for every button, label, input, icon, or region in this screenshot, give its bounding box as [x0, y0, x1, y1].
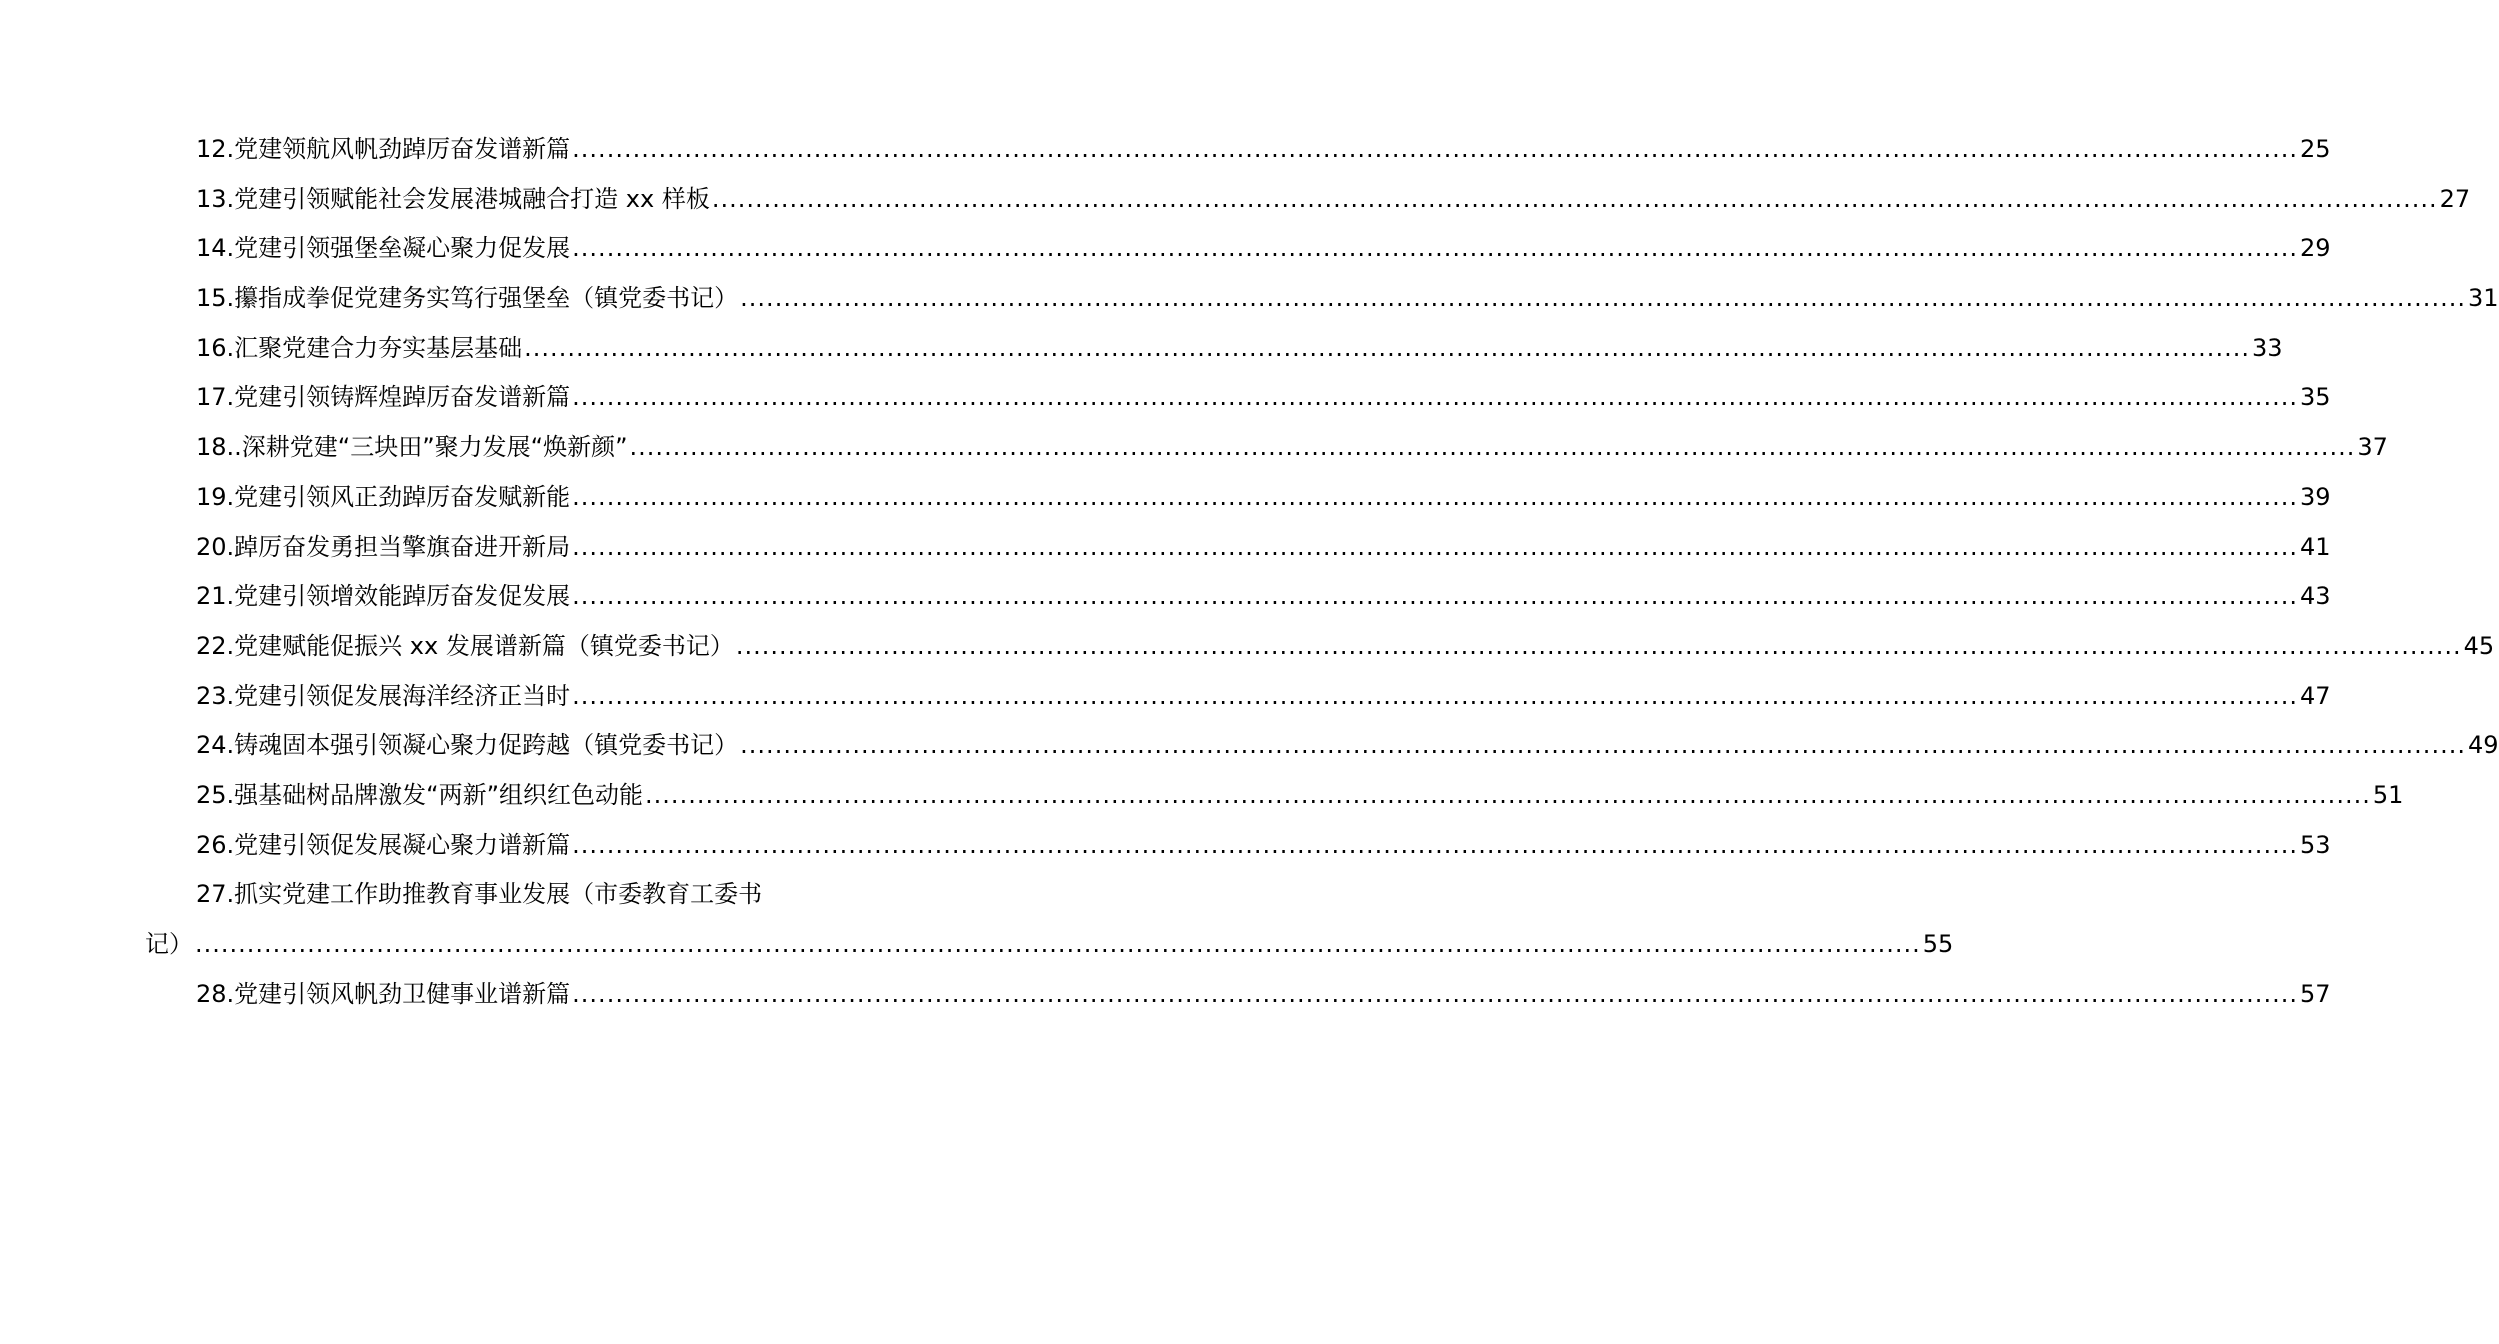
toc-entry-number: 14. [196, 234, 235, 263]
dot-leader: ........................................................................................................................................................................................................ [711, 184, 2438, 213]
toc-entry-title-continuation: 记） [145, 930, 193, 958]
toc-entry-title [196, 324, 522, 374]
toc-entry-number: 27. [196, 880, 235, 909]
toc-entry-page-number: 51 [2372, 780, 2404, 809]
toc-entry-page-number: 43 [2299, 582, 2331, 611]
toc-entry-title [196, 622, 734, 672]
toc-entry-title [196, 523, 570, 573]
toc-entry-title [196, 721, 738, 771]
toc-entry[interactable] [145, 672, 2331, 722]
toc-entry-title-text: 汇聚党建合力夯实基层基础 [234, 333, 523, 362]
toc-entry-title-text: 强基础树品牌激发“两新”组织红色动能 [234, 780, 644, 809]
toc-entry-number: 16. [196, 333, 235, 362]
toc-entry[interactable] [145, 721, 2499, 771]
toc-entry-title [196, 572, 570, 622]
toc-entry[interactable] [145, 224, 2331, 274]
toc-entry-title [196, 274, 738, 324]
toc-entry-number: 23. [196, 681, 235, 710]
dot-leader: ........................................................................................................................................................................................................ [572, 135, 2298, 163]
toc-entry-title-text: 党建引领强堡垒凝心聚力促发展 [234, 234, 571, 263]
toc-entry-title [196, 224, 570, 274]
toc-entry-page-number: 53 [2299, 830, 2331, 859]
toc-entry-page-number: 39 [2299, 482, 2331, 511]
toc-entry-page-number: 27 [2439, 184, 2471, 213]
toc-entry[interactable] [145, 125, 2331, 175]
toc-entry-page-number: 45 [2463, 631, 2495, 660]
toc-entry-title-text: 党建赋能促振兴 xx 发展谱新篇（镇党委书记） [234, 631, 734, 660]
toc-entry-page-number: 57 [2299, 979, 2331, 1008]
toc-entry-page-number: 47 [2299, 681, 2331, 710]
toc-entry-number: 19. [196, 482, 235, 511]
toc-entry-number: 12. [196, 135, 235, 163]
toc-entry-number: 20. [196, 532, 235, 561]
toc-entry-title [196, 473, 570, 523]
toc-entry-title [196, 672, 570, 722]
dot-leader: ........................................................................................................................................................................................................ [740, 284, 2466, 313]
dot-leader: ........................................................................................................................................................................................................ [572, 532, 2298, 561]
toc-entry-title [196, 771, 643, 821]
toc-entry[interactable] [145, 274, 2499, 324]
toc-entry-page-number: 49 [2467, 731, 2499, 760]
toc-entry-number: 24. [196, 731, 235, 760]
toc-entry[interactable] [145, 523, 2331, 573]
dot-leader: ........................................................................................................................................................................................................ [572, 582, 2298, 611]
toc-entry-number: 21. [196, 582, 235, 611]
dot-leader: ........................................................................................................................................................................................................ [740, 731, 2466, 760]
toc-entry-title-text: 党建引领促发展凝心聚力谱新篇 [234, 830, 571, 859]
toc-entry-title-text: 党建引领赋能社会发展港城融合打造 xx 样板 [234, 184, 710, 213]
toc-entry-number: 18. [196, 433, 235, 462]
toc-entry-title-text: 党建引领风正劲踔厉奋发赋新能 [234, 482, 571, 511]
toc-entry[interactable] [145, 473, 2331, 523]
dot-leader: ........................................................................................................................................................................................................ [572, 482, 2298, 511]
toc-entry[interactable] [145, 572, 2331, 622]
toc-entry-page-number: 35 [2299, 383, 2331, 412]
toc-entry[interactable] [145, 373, 2331, 423]
toc-entry[interactable] [145, 870, 1954, 969]
toc-entry-page-number: 25 [2299, 135, 2331, 163]
toc-entry[interactable] [145, 324, 2283, 374]
toc-entry-number: 28. [196, 979, 235, 1008]
toc-entry[interactable] [145, 622, 2495, 672]
dot-leader: ........................................................................................................................................................................................................ [629, 433, 2356, 462]
dot-leader: ........................................................................................................................................................................................................ [572, 681, 2298, 710]
dot-leader: ........................................................................................................................................................................................................ [572, 234, 2298, 263]
toc-entry-title [196, 423, 628, 473]
toc-entry-number: 13. [196, 184, 235, 213]
table-of-contents [145, 125, 2499, 1019]
toc-entry-title-text: 抓实党建工作助推教育事业发展（市委教育工委书 [234, 880, 763, 909]
toc-entry-number: 15. [196, 284, 235, 313]
toc-entry-number: 26. [196, 830, 235, 859]
toc-entry-title-text: 党建引领铸辉煌踔厉奋发谱新篇 [234, 383, 571, 412]
toc-entry-title-text: 党建领航风帆劲踔厉奋发谱新篇 [234, 135, 571, 163]
toc-entry-page-number: 29 [2299, 234, 2331, 263]
toc-entry-number: 25. [196, 780, 235, 809]
toc-entry-title-text: .深耕党建“三块田”聚力发展“焕新颜” [234, 433, 628, 462]
toc-entry-title [196, 970, 570, 1020]
toc-entry-page-number: 33 [2251, 333, 2283, 362]
toc-entry-page-number: 31 [2467, 284, 2499, 313]
toc-entry-number: 17. [196, 383, 235, 412]
dot-leader: ........................................................................................................................................................................................................ [572, 830, 2298, 859]
dot-leader: ........................................................................................................................................................................................................ [735, 631, 2462, 660]
toc-entry[interactable] [145, 970, 2331, 1020]
toc-entry-title [196, 373, 570, 423]
dot-leader: ........................................................................................................................................................................................................ [572, 979, 2298, 1008]
dot-leader: ........................................................................................................................................................................................................ [645, 780, 2371, 809]
toc-entry-page-number: 37 [2357, 433, 2388, 462]
toc-entry-title [196, 125, 570, 175]
toc-entry-title-text: 踔厉奋发勇担当擎旗奋进开新局 [234, 532, 571, 561]
toc-entry-title-text: 攥指成拳促党建务实笃行强堡垒（镇党委书记） [234, 284, 739, 313]
dot-leader: ........................................................................................................................................................................................................ [524, 333, 2250, 362]
toc-entry-title-text: 党建引领增效能踔厉奋发促发展 [234, 582, 571, 611]
toc-entry-title-text: 党建引领促发展海洋经济正当时 [234, 681, 571, 710]
toc-entry-title [196, 175, 710, 225]
toc-entry[interactable] [145, 423, 2388, 473]
toc-entry[interactable] [145, 771, 2404, 821]
toc-entry-title-text: 党建引领风帆劲卫健事业谱新篇 [234, 979, 571, 1008]
dot-leader: ........................................................................................................................................................................................................ [572, 383, 2298, 412]
toc-entry[interactable] [145, 821, 2331, 871]
toc-entry-title-text: 铸魂固本强引领凝心聚力促跨越（镇党委书记） [234, 731, 739, 760]
toc-entry-title [196, 870, 762, 920]
toc-entry-title [196, 821, 570, 871]
dot-leader: ........................................................................................................................................................................................................ [195, 930, 1921, 958]
toc-entry-number: 22. [196, 631, 235, 660]
toc-entry-page-number: 41 [2299, 532, 2331, 561]
toc-entry-page-number: 55 [1922, 930, 1954, 958]
toc-entry[interactable] [145, 175, 2471, 225]
